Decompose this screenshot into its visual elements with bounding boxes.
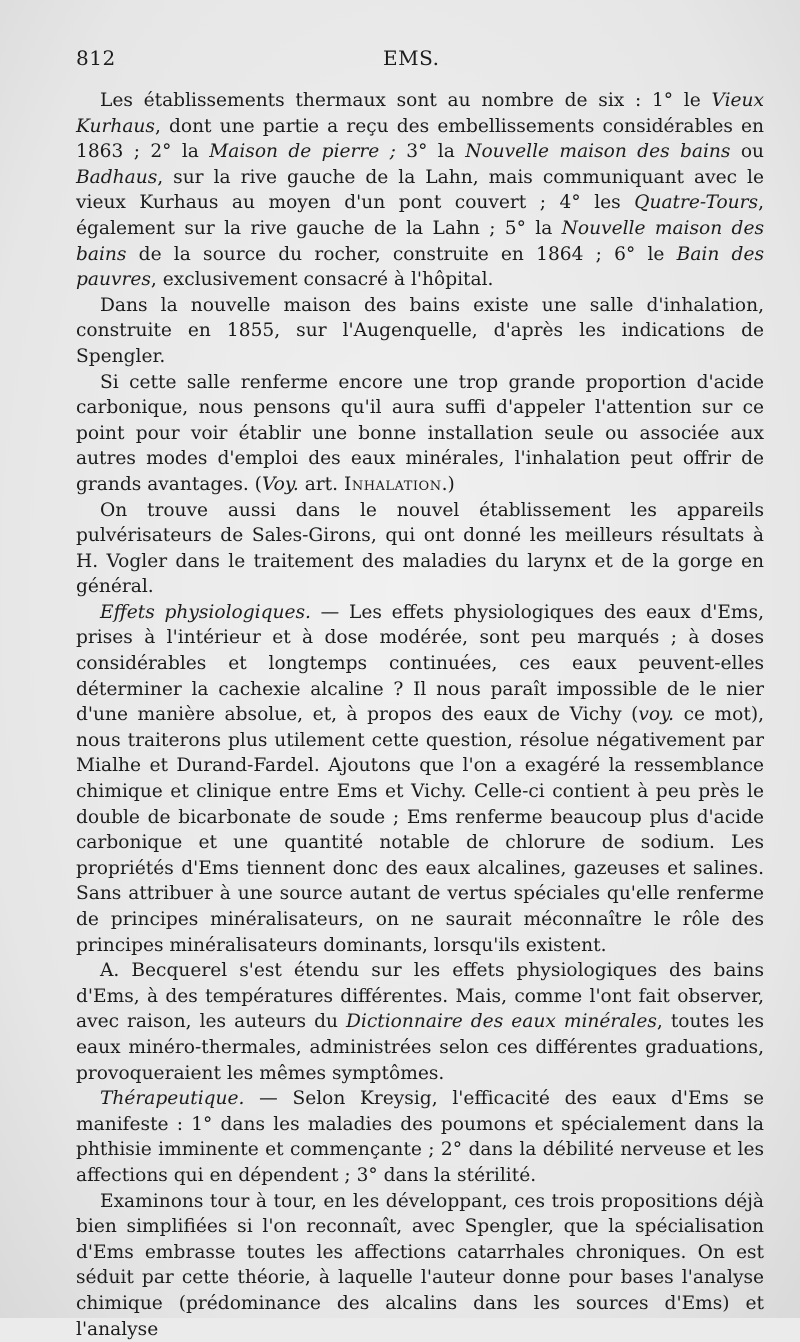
italic-text: Effets physiologiques.	[100, 601, 311, 623]
italic-text: Badhaus	[76, 166, 158, 188]
text-run: — Les effets physiologiques des eaux d'Ems, prises à l'intérieur et à dose modérée, sont peu marqués ; à doses considérables et longtemps continuées, ces eaux peuvent-elles déterminer la cachexie alcaline ? Il nous paraît impossible de le nier d'une manière absolue, et, à propos des eaux de Vichy (	[76, 601, 764, 726]
text-run: Examinons tour à tour, en les développant, ces trois propositions déjà bien simplifiées si l'on reconnaît, avec Spengler, que la spécialisation d'Ems embrasse toutes les affections catarrhales chroniques. On est séduit par cette théorie, à laquelle l'auteur donne pour bases l'analyse chimique (prédominance des alcalins dans les sources d'Ems) et l'analyse	[76, 1190, 764, 1340]
italic-text: Vieux Kurhaus	[76, 90, 764, 137]
italic-text: Nouvelle maison des bains	[465, 141, 731, 163]
text-run: Si cette salle renferme encore une trop grande proportion d'acide carbonique, nous pensons qu'il aura suffi d'appeler l'attention sur ce point pour voir établir une bonne installation seule ou associée aux autres modes d'emploi des eaux minérales, l'inhalation peut offrir de grands avantages. (	[76, 371, 764, 495]
italic-text: Voy.	[261, 473, 299, 495]
italic-text: Thérapeutique.	[100, 1088, 245, 1110]
page-number: 812	[76, 46, 116, 70]
paragraph	[76, 293, 764, 370]
text-run: — Selon Kreysig, l'efficacité des eaux d'Ems se manifeste : 1° dans les maladies des poumons et spécialement dans la phthisie imminente et commençante ; 2° dans la débilité nerveuse et les affections qui en dépendent ; 3° dans la stérilité.	[76, 1088, 764, 1186]
italic-text: Quatre-Tours	[634, 192, 759, 214]
text-run: , exclusivement consacré à l'hôpital.	[150, 269, 494, 291]
italic-text: Dictionnaire des eaux minérales	[346, 1011, 657, 1033]
text-run: ce mot), nous traiterons plus utilement cette question, résolue négativement par Mialhe et Durand-Fardel. Ajoutons que l'on a exagéré la ressemblance chimique et clinique entre Ems et Vichy. Celle-ci contient à peu près le double de bicarbonate de soude ; Ems renferme beaucoup plus d'acide carbonique et une quantité notable de chlorure de sodium. Les propriétés d'Ems tiennent donc des eaux alcalines, gazeuses et salines. Sans attribuer à une source autant de vertus spéciales qu'elle renferme de principes minéralisateurs, on ne saurait méconnaître le rôle des principes minéralisateurs dominants, lorsqu'ils existent.	[76, 704, 764, 956]
text-run: , toutes les eaux minéro-thermales, administrées selon ces différentes graduations, provoqueraient les mêmes symptômes.	[76, 1011, 764, 1084]
text-run: de la source du rocher, construite en 1864 ; 6° le	[126, 243, 677, 265]
italic-text: Nouvelle maison des bains	[76, 217, 764, 265]
paragraph	[76, 600, 764, 958]
paragraph	[76, 1086, 764, 1188]
text-run: , également sur la rive gauche de la Lahn ; 5° la	[76, 192, 764, 239]
paragraph	[76, 498, 764, 600]
paragraph	[76, 1189, 764, 1342]
page-header	[76, 46, 764, 78]
text-run: A. Becquerel s'est étendu sur les effets physiologiques des bains d'Ems, à des températures différentes. Mais, comme l'ont fait observer, avec raison, les auteurs du	[76, 960, 764, 1033]
text-run: , dont une partie a reçu des embellissements considérables en 1863 ; 2° la	[76, 115, 764, 163]
body-text	[76, 88, 764, 1342]
paragraph	[76, 88, 764, 293]
text-run: art.	[298, 473, 344, 495]
paragraph	[76, 370, 764, 498]
italic-text: voy.	[638, 704, 675, 726]
text-run: On trouve aussi dans le nouvel établissement les appareils pulvérisateurs de Sales-Girons, qui ont donné les meilleurs résultats à H. Vogler dans le traitement des maladies du larynx et de la gorge en général.	[76, 499, 764, 598]
small-caps-text: Inhalation	[343, 473, 442, 495]
text-run: , sur la rive gauche de la Lahn, mais communiquant avec le vieux Kurhaus au moyen d'un pont couvert ; 4° les	[76, 166, 764, 214]
text-run: ou	[730, 141, 764, 163]
text-run: .)	[441, 473, 455, 495]
text-run: 3° la	[395, 141, 466, 163]
italic-text: Bain des pauvres	[76, 243, 765, 291]
italic-text: Maison de pierre ;	[209, 141, 396, 163]
paragraph	[76, 958, 764, 1086]
text-run: Les établissements thermaux sont au nombre de six : 1° le	[100, 90, 712, 111]
running-title: EMS.	[383, 46, 440, 70]
text-run: Dans la nouvelle maison des bains existe une salle d'inhalation, construite en 1855, sur l'Augenquelle, d'après les indications de Spengler.	[76, 294, 764, 367]
